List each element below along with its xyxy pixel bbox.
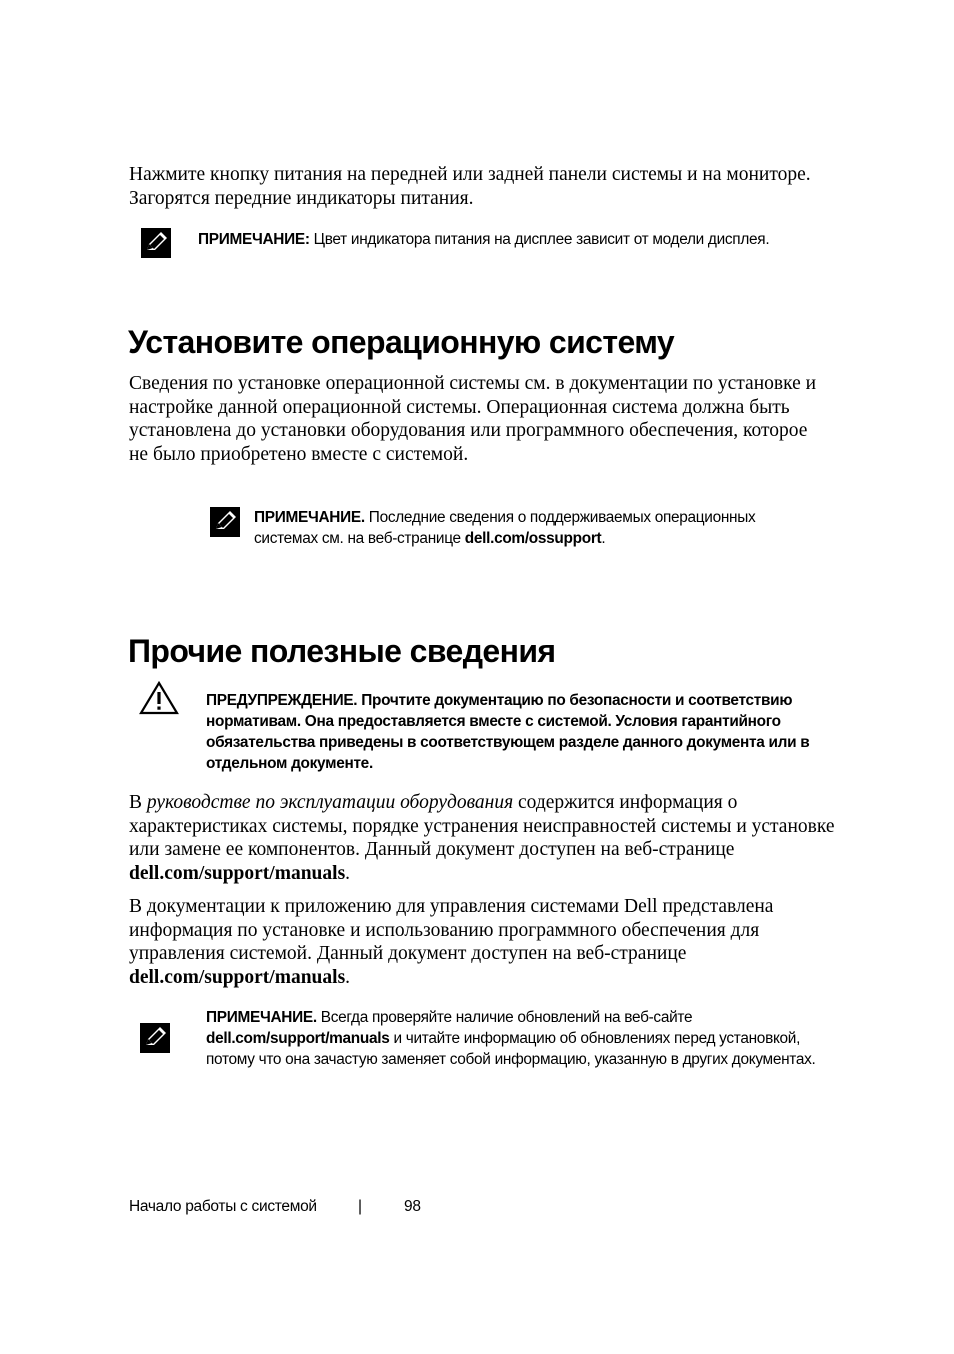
ossupport-link[interactable]: dell.com/ossupport	[464, 530, 602, 547]
support-manuals-link[interactable]: dell.com/support/manuals	[206, 1030, 390, 1047]
warning-safety-docs	[206, 690, 816, 774]
warning-label: ПРЕДУПРЕЖДЕНИЕ.	[206, 692, 358, 709]
install-os-paragraph: Сведения по установке операционной системы см. в документации по установке и настройке данной операционной системы. Операционная система должна быть установлена до установки оборудования или программного обеспечения, которое не было приобретено вместе с системой.	[129, 373, 817, 465]
note-updates	[206, 1007, 831, 1070]
note-text-end: .	[601, 530, 606, 547]
note-pencil-icon	[140, 1023, 170, 1053]
para-text: В документации к приложению для управления системами Dell представлена информация по установке и использованию программного обеспечения для управления системой. Данный документ доступен на веб-странице	[129, 896, 774, 965]
section-heading-install-os: Установите операционную систему	[128, 324, 675, 360]
para-prefix: В	[129, 792, 147, 813]
note-pencil-icon	[141, 228, 171, 258]
note-label: ПРИМЕЧАНИЕ.	[206, 1009, 317, 1026]
para-suffix: .	[345, 862, 351, 884]
support-manuals-link[interactable]: dell.com/support/manuals	[129, 862, 346, 884]
para-suffix: .	[345, 966, 351, 988]
note-text: Последние сведения о поддерживаемых операционных системах см. на веб-странице	[254, 509, 756, 547]
note-text-end: и читайте информацию об обновлениях перед установкой, потому что она зачастую заменяет собой информацию, указанную в других документах.	[206, 1030, 816, 1068]
footer-title: Начало работы с системой	[129, 1198, 317, 1215]
note-pencil-icon	[210, 507, 240, 537]
hardware-manual-paragraph	[129, 791, 854, 885]
para-text: содержится информация о характеристиках системы, порядке устранения неисправностей системы и установке или замене ее компонентов. Данный документ доступен на веб-странице	[129, 792, 835, 861]
note-power-indicator	[198, 229, 878, 250]
warning-text: Прочтите документацию по безопасности и соответствию нормативам. Она предоставляется вместе с системой. Условия гарантийного обязательства приведены в соответствующем разделе данного документа или в отдельном документе.	[206, 692, 810, 772]
note-text: Цвет индикатора питания на дисплее зависит от модели дисплея.	[309, 231, 770, 248]
warning-triangle-icon	[139, 681, 179, 715]
note-label: ПРИМЕЧАНИЕ:	[198, 231, 310, 248]
page-number: 98	[404, 1198, 421, 1215]
systems-management-paragraph	[129, 895, 854, 989]
note-text: Всегда проверяйте наличие обновлений на веб-сайте	[316, 1009, 693, 1026]
section-heading-useful-info: Прочие полезные сведения	[128, 633, 556, 669]
support-manuals-link[interactable]: dell.com/support/manuals	[129, 966, 346, 988]
manual-title: руководстве по эксплуатации оборудования	[146, 792, 514, 813]
footer-separator: |	[358, 1198, 362, 1215]
intro-paragraph: Нажмите кнопку питания на передней или задней панели системы и на мониторе. Загорятся передние индикаторы питания.	[129, 164, 811, 209]
note-supported-os	[254, 507, 794, 549]
note-label: ПРИМЕЧАНИЕ.	[254, 509, 365, 526]
